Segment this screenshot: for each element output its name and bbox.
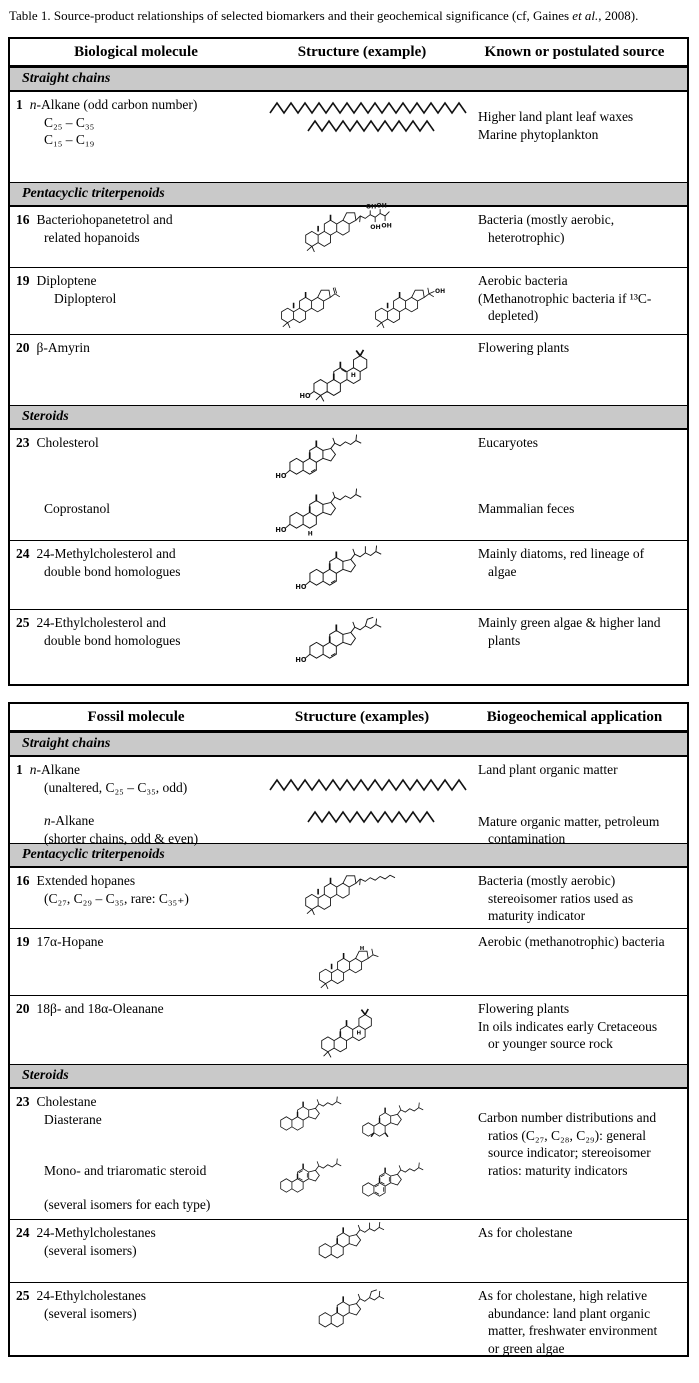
col-header-structure-example: Structure (example)	[297, 43, 427, 60]
molecule-name-line2: (several isomers)	[44, 1305, 137, 1321]
molecule-name-line2: (several isomers)	[44, 1242, 137, 1258]
biological-molecules-table	[8, 37, 689, 686]
molecule-cell	[10, 757, 268, 846]
ho-label: HO	[299, 392, 311, 401]
structure-cell	[268, 868, 468, 928]
molecule-name: 20 β-Amyrin	[16, 340, 90, 355]
row-cholesterol-coprostanol	[10, 430, 687, 540]
molecule-name: 23 Cholestane	[16, 1094, 97, 1109]
24-ethylcholestane-structure	[268, 1283, 468, 1353]
source-line: Flowering plants	[478, 340, 570, 355]
molecule-cell	[10, 541, 268, 609]
table2-header-row	[10, 704, 687, 732]
molecule-name: 25 24-Ethylcholesterol and	[16, 615, 166, 630]
molecule-cell	[10, 268, 268, 334]
24-methylcholestane-structure	[268, 1220, 468, 1280]
application-line: ratios (C₂₇, C₂₈, C₂₉): general	[488, 1127, 646, 1143]
application-line: Mature organic matter, petroleum	[478, 813, 660, 829]
carbon-range-2: C₁₅ – C₁₉	[44, 132, 95, 148]
table1-header-row	[10, 39, 687, 67]
col-header-biogeochemical-application: Biogeochemical application	[486, 708, 663, 725]
ho-label: HO	[295, 583, 307, 592]
source-line: algae	[488, 563, 517, 579]
17a-hopane-structure	[268, 929, 468, 993]
molecule-name: 16 Bacteriohopanetetrol and	[16, 212, 173, 227]
source-line: Marine phytoplankton	[478, 126, 599, 142]
application-cell	[468, 868, 687, 928]
n-alkane-zigzag-structures	[268, 757, 468, 841]
caption-text: Table 1. Source-product relationships of selected biomarkers and their geochemical significance (cf, Gaines	[9, 8, 573, 23]
source-line: Aerobic bacteria	[478, 273, 568, 288]
section-straight-chains: Straight chains	[10, 67, 687, 92]
molecule-cell	[10, 610, 268, 684]
source-cell	[468, 207, 687, 267]
section-steroids: Steroids	[10, 405, 687, 430]
extended-hopane-structure	[268, 868, 468, 926]
source-line: Higher land plant leaf waxes	[478, 109, 634, 124]
24-methylcholesterol-structure	[268, 541, 468, 607]
molecule-name: 16 Extended hopanes	[16, 873, 136, 888]
structure-cell	[268, 1089, 468, 1219]
row-cholestane-diasterane	[10, 1089, 687, 1219]
row-17a-hopane	[10, 928, 687, 995]
application-line: Aerobic (methanotrophic) bacteria	[478, 934, 665, 949]
molecule-name: 24 24-Methylcholesterol and	[16, 546, 176, 561]
application-line: matter, freshwater environment	[488, 1323, 658, 1339]
structure-cell	[268, 430, 468, 540]
molecule-cell	[10, 868, 268, 928]
molecule-name: 23 Cholesterol	[16, 435, 99, 450]
application-line: Land plant organic matter	[478, 762, 618, 777]
structure-cell	[268, 1220, 468, 1282]
molecule-cell	[10, 1089, 268, 1219]
h-label: H	[307, 530, 313, 538]
molecule-name: 1 n-Alkane (odd carbon number)	[16, 97, 198, 112]
source-line: depleted)	[488, 308, 539, 324]
row-24-methylcholesterol	[10, 540, 687, 609]
h-label: H	[356, 1030, 362, 1037]
row-24-ethylcholesterol	[10, 609, 687, 684]
molecule-cell	[10, 92, 268, 182]
molecule-name: 20 18β- and 18α-Oleanane	[16, 1001, 164, 1016]
application-cell	[468, 996, 687, 1064]
application-line: stereoisomer ratios used as	[488, 890, 634, 906]
source-cell	[468, 541, 687, 609]
molecule-name2-line2: (shorter chains, odd & even)	[44, 830, 199, 846]
application-line: As for cholestane	[478, 1225, 573, 1240]
ho-label: HO	[275, 526, 287, 535]
oh-label: OH	[381, 222, 392, 230]
molecule-name: 25 24-Ethylcholestanes	[16, 1288, 146, 1303]
molecule-name: 24 24-Methylcholestanes	[16, 1225, 156, 1240]
molecule-name-line3: Mono- and triaromatic steroid	[44, 1163, 207, 1179]
application-line: or younger source rock	[488, 1036, 613, 1052]
table-caption	[9, 8, 689, 24]
row-24-ethylcholestanes	[10, 1282, 687, 1355]
caption-et-al: et al.	[572, 8, 599, 23]
oh-label: OH	[376, 202, 387, 210]
diploptene-diplopterol-structures	[268, 268, 468, 332]
row-bacteriohopanetetrol	[10, 202, 687, 267]
molecule-name-line2: (unaltered, C₂₅ – C₃₅, odd)	[44, 779, 188, 795]
application-cell	[468, 1089, 687, 1219]
molecule-name2: n-Alkane	[44, 813, 95, 829]
sterane-aromatic-steroid-structures	[268, 1089, 468, 1217]
source-cell	[468, 610, 687, 684]
n-alkane-zigzag-structures	[268, 92, 468, 180]
bacteriohopanetetrol-structure	[268, 202, 468, 265]
application-cell	[468, 1220, 687, 1282]
molecule-name-line2: Diplopterol	[54, 290, 117, 306]
molecule-name: 1 n-Alkane	[16, 762, 80, 777]
application-line: abundance: land plant organic	[488, 1305, 651, 1321]
application-cell	[468, 1283, 687, 1355]
molecule-cell	[10, 1283, 268, 1355]
col-header-fossil-molecule: Fossil molecule	[87, 708, 185, 725]
row-extended-hopanes	[10, 868, 687, 928]
molecule-name-line2: Diasterane	[44, 1111, 102, 1127]
application-cell	[468, 929, 687, 995]
application-line: Flowering plants	[478, 1001, 570, 1016]
source-cell	[468, 430, 687, 540]
cholesterol-coprostanol-structures	[268, 430, 468, 538]
molecule-name: 19 17α-Hopane	[16, 934, 104, 949]
application-line: or green algae	[488, 1340, 565, 1356]
application-line: maturity indicator	[488, 908, 586, 924]
beta-amyrin-structure	[268, 335, 468, 403]
molecule-name: 19 Diploptene	[16, 273, 97, 288]
carbon-range-1: C₂₅ – C₃₅	[44, 114, 95, 130]
application-line: source indicator; stereoisomer	[488, 1145, 651, 1161]
oleanane-structure	[268, 996, 468, 1062]
molecule-name-line4: (several isomers for each type)	[44, 1196, 211, 1212]
ho-label: HO	[295, 656, 307, 665]
section-pentacyclic-triterpenoids: Pentacyclic triterpenoids	[10, 182, 687, 207]
row-beta-amyrin	[10, 334, 687, 405]
structure-cell	[268, 268, 468, 334]
row-n-alkane	[10, 92, 687, 182]
source-line: plants	[488, 632, 521, 648]
molecule-cell	[10, 430, 268, 540]
source-line: Mainly diatoms, red lineage of	[478, 546, 645, 561]
molecule-cell	[10, 929, 268, 995]
application-line: In oils indicates early Cretaceous	[478, 1018, 658, 1034]
application-cell	[468, 757, 687, 847]
source-line: Mainly green algae & higher land	[478, 615, 661, 630]
col-header-biological-molecule: Biological molecule	[74, 43, 198, 60]
application-line: contamination	[488, 831, 566, 847]
structure-cell	[268, 335, 468, 405]
source-line: heterotrophic)	[488, 229, 565, 245]
h-label: H	[350, 371, 356, 379]
source-cell	[468, 268, 687, 334]
source-line: Eucaryotes	[478, 435, 538, 450]
molecule-name-line2: Coprostanol	[44, 500, 110, 516]
molecule-cell	[10, 335, 268, 405]
structure-cell	[268, 1283, 468, 1355]
structure-cell	[268, 202, 468, 267]
row-n-alkane-fossil	[10, 757, 687, 847]
row-24-methylcholestanes	[10, 1219, 687, 1282]
section-straight-chains: Straight chains	[10, 732, 687, 757]
source-cell	[468, 335, 687, 405]
col-header-structure-examples: Structure (examples)	[294, 708, 430, 725]
structure-cell	[268, 610, 468, 684]
application-line: ratios: maturity indicators	[488, 1162, 628, 1178]
structure-cell	[268, 541, 468, 609]
fossil-molecules-table	[8, 702, 689, 1357]
structure-cell	[268, 996, 468, 1064]
application-line: As for cholestane, high relative	[478, 1288, 648, 1303]
structure-cell	[268, 757, 468, 843]
molecule-name-line2: (C₂₇, C₂₉ – C₃₅, rare: C₃₅₊)	[44, 890, 189, 906]
section-pentacyclic-triterpenoids: Pentacyclic triterpenoids	[10, 843, 687, 868]
oh-label: OH	[365, 203, 377, 211]
application-line: Bacteria (mostly aerobic)	[478, 873, 616, 888]
structure-cell	[268, 92, 468, 182]
source-line: Mammalian feces	[478, 500, 575, 516]
oh-label: OH	[370, 223, 381, 231]
24-ethylcholesterol-structure	[268, 610, 468, 682]
molecule-cell	[10, 1220, 268, 1282]
ho-label: HO	[275, 472, 287, 481]
source-cell	[468, 92, 687, 182]
section-steroids: Steroids	[10, 1064, 687, 1089]
row-diploptene	[10, 267, 687, 334]
application-line: Carbon number distributions and	[478, 1110, 657, 1125]
molecule-cell	[10, 207, 268, 267]
source-line: (Methanotrophic bacteria if ¹³C-	[478, 290, 652, 306]
molecule-name-line2: related hopanoids	[44, 229, 140, 245]
structure-cell	[268, 929, 468, 995]
h-label: H	[359, 946, 365, 952]
caption-tail: , 2008).	[598, 8, 639, 23]
molecule-name-line2: double bond homologues	[44, 563, 181, 579]
molecule-name-line2: double bond homologues	[44, 632, 181, 648]
row-oleanane	[10, 995, 687, 1064]
molecule-cell	[10, 996, 268, 1064]
source-line: Bacteria (mostly aerobic,	[478, 212, 615, 227]
oh-label: OH	[435, 288, 446, 296]
col-header-known-source: Known or postulated source	[484, 43, 665, 60]
